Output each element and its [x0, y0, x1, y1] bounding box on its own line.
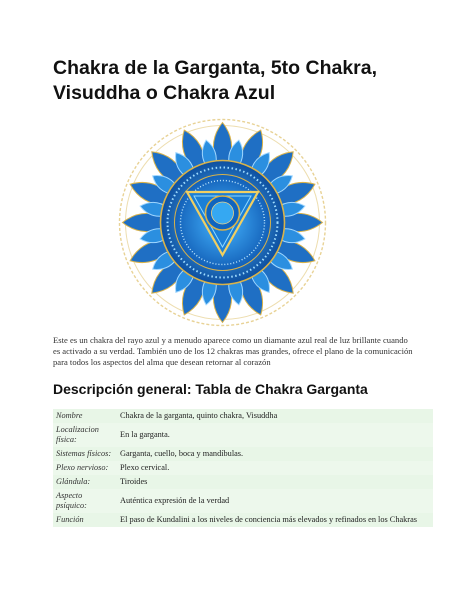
- intro-paragraph: Este es un chakra del rayo azul y a menudo aparece como un diamante azul real de luz brillante cuando es activado a su verdad. También uno de los 12 chakras mas grandes, ofrece el plano de la comunicación para todos los aspectos del alma que desean retornar al corazón: [53, 335, 413, 367]
- row-key: Nombre: [56, 411, 83, 420]
- table-row: [53, 475, 433, 489]
- row-key: Localizacion física:: [56, 425, 99, 444]
- row-key: Glándula:: [56, 477, 91, 486]
- row-value: Chakra de la garganta, quinto chakra, Visuddha: [120, 411, 278, 420]
- row-key: Aspecto psíquico:: [56, 491, 87, 510]
- row-value: En la garganta.: [120, 430, 170, 439]
- row-key: Sistemas físicos:: [56, 449, 112, 458]
- page-title: Chakra de la Garganta, 5to Chakra, Visuddha o Chakra Azul: [53, 57, 378, 104]
- table-row: [53, 423, 433, 447]
- row-value: El paso de Kundalini a los niveles de conciencia más elevados y refinados en los Chakras: [120, 515, 417, 524]
- table-row: [53, 409, 433, 423]
- section-heading: Descripción general: Tabla de Chakra Garganta: [53, 381, 368, 397]
- row-key: Función: [56, 515, 84, 524]
- row-value: Garganta, cuello, boca y mandíbulas.: [120, 449, 244, 458]
- table-row: [53, 447, 433, 461]
- row-value: Auténtica expresión de la verdad: [120, 496, 230, 505]
- table-row: [53, 489, 433, 513]
- row-value: Tiroides: [120, 477, 148, 486]
- chakra-table: [53, 409, 433, 527]
- row-key: Plexo nervioso:: [56, 463, 109, 472]
- table-row: [53, 461, 433, 475]
- throat-chakra-image: [115, 115, 330, 330]
- table-row: [53, 513, 433, 527]
- row-value: Plexo cervical.: [120, 463, 170, 472]
